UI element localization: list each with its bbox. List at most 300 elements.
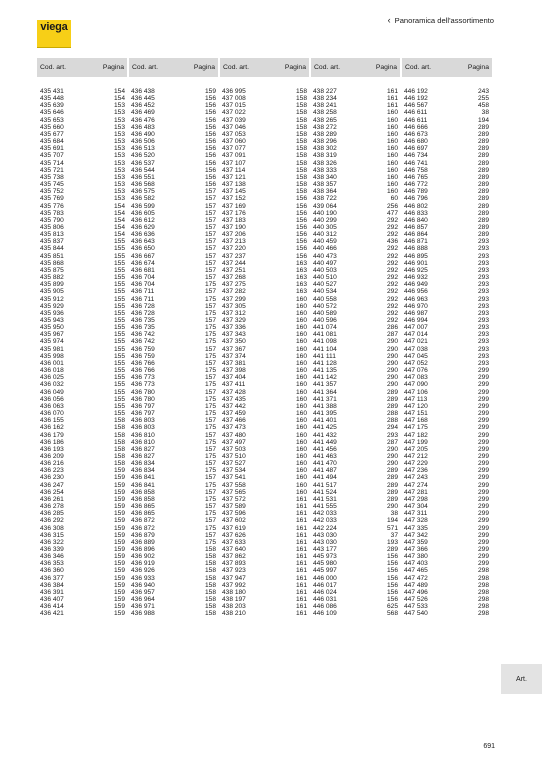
page-ref: 157 [204, 359, 216, 367]
article-code: 437 640 [222, 546, 246, 553]
page-ref: 156 [295, 216, 307, 224]
page-ref: 157 [204, 259, 216, 267]
table-row [37, 324, 492, 331]
article-code: 446 697 [404, 145, 428, 153]
article-code: 436 834 [131, 460, 155, 468]
article-code: 436 162 [40, 424, 64, 432]
article-code: 436 827 [131, 445, 155, 453]
article-code: 437 626 [222, 531, 246, 539]
article-code: 446 017 [313, 581, 337, 589]
article-code: 438 180 [222, 588, 246, 596]
page-ref: 157 [204, 216, 216, 224]
header-cod-art: Cod. art. [401, 58, 459, 77]
page-ref: 159 [113, 510, 125, 518]
page-ref: 157 [204, 431, 216, 439]
page-ref: 156 [295, 245, 307, 253]
article-code: 446 925 [404, 266, 428, 274]
article-code: 435 899 [40, 281, 64, 289]
page-ref: 159 [113, 546, 125, 553]
article-code: 447 199 [404, 438, 428, 446]
page-ref: 175 [204, 381, 216, 389]
article-code: 438 203 [222, 603, 246, 611]
page-ref: 288 [386, 410, 398, 418]
page-ref: 157 [204, 531, 216, 539]
article-code: 435 851 [40, 252, 64, 260]
page-ref: 157 [204, 317, 216, 324]
article-code: 437 268 [222, 274, 246, 282]
article-code: 435 639 [40, 102, 64, 110]
page-ref: 292 [386, 245, 398, 253]
page-ref: 159 [113, 488, 125, 496]
page-ref: 161 [295, 603, 307, 611]
article-code: 436 926 [131, 567, 155, 575]
article-code: 435 431 [40, 88, 64, 95]
page-ref: 155 [113, 410, 125, 418]
page-ref: 163 [295, 259, 307, 267]
page-ref: 436 [386, 238, 398, 246]
article-code: 441 524 [313, 488, 337, 496]
article-code: 447 007 [404, 324, 428, 332]
page-ref: 298 [477, 603, 489, 611]
page-ref: 157 [204, 302, 216, 310]
article-code: 440 503 [313, 266, 337, 274]
page-ref: 155 [113, 288, 125, 296]
article-code: 438 241 [313, 102, 337, 110]
article-code: 435 660 [40, 123, 64, 131]
article-code: 437 893 [222, 560, 246, 568]
page-ref: 156 [204, 123, 216, 131]
page-ref: 290 [386, 374, 398, 382]
article-code: 438 333 [313, 166, 337, 174]
page-ref: 290 [386, 381, 398, 389]
article-code: 436 155 [40, 417, 64, 425]
article-code: 438 296 [313, 138, 337, 146]
page-ref: 161 [386, 88, 398, 95]
article-code: 436 292 [40, 517, 64, 525]
page-ref: 154 [113, 209, 125, 217]
table-row [37, 474, 492, 481]
article-code: 435 448 [40, 95, 64, 103]
article-code: 436 711 [131, 295, 155, 303]
page-ref: 290 [386, 452, 398, 460]
article-code: 435 806 [40, 223, 64, 231]
page-ref: 289 [386, 388, 398, 396]
article-code: 440 305 [313, 223, 337, 231]
page-ref: 160 [295, 295, 307, 303]
article-code: 447 090 [404, 381, 428, 389]
page-ref: 159 [113, 467, 125, 475]
page-ref: 158 [295, 130, 307, 138]
article-code: 441 111 [313, 352, 336, 360]
article-code: 436 223 [40, 467, 64, 475]
article-code: 447 205 [404, 445, 428, 453]
article-code: 436 636 [131, 231, 155, 239]
article-code: 436 285 [40, 510, 64, 518]
page-ref: 157 [204, 209, 216, 217]
article-code: 436 414 [40, 603, 64, 611]
article-code: 436 322 [40, 538, 64, 546]
page-ref: 155 [113, 266, 125, 274]
article-code: 437 336 [222, 324, 246, 332]
page-ref: 157 [204, 388, 216, 396]
article-code: 441 531 [313, 495, 337, 503]
page-ref: 156 [386, 553, 398, 561]
page-ref: 156 [204, 109, 216, 117]
page-ref: 153 [113, 166, 125, 174]
page-ref: 287 [386, 438, 398, 446]
article-code: 437 947 [222, 574, 246, 582]
logo-text: viega [40, 21, 68, 33]
page-ref: 289 [477, 123, 489, 131]
page-ref: 290 [386, 338, 398, 346]
article-code: 438 340 [313, 173, 337, 181]
article-code: 436 605 [131, 209, 155, 217]
article-code: 446 871 [404, 238, 428, 246]
article-code: 441 401 [313, 417, 337, 425]
table-row [37, 145, 492, 152]
page-ref: 157 [204, 345, 216, 353]
page-ref: 289 [477, 202, 489, 210]
page-ref: 289 [386, 488, 398, 496]
page-ref: 157 [204, 474, 216, 482]
article-code: 440 572 [313, 302, 337, 310]
table-row [37, 203, 492, 210]
article-code: 436 209 [40, 452, 64, 460]
page-ref: 160 [295, 474, 307, 482]
page-ref: 289 [477, 145, 489, 153]
article-code: 437 619 [222, 524, 246, 532]
page-ref: 161 [295, 510, 307, 518]
article-code: 437 596 [222, 510, 246, 518]
page-ref: 289 [477, 130, 489, 138]
article-code: 437 862 [222, 553, 246, 561]
article-code: 440 190 [313, 209, 337, 217]
article-code: 441 463 [313, 452, 337, 460]
page-ref: 160 [295, 352, 307, 360]
article-code: 436 339 [40, 546, 64, 553]
page-ref: 158 [113, 417, 125, 425]
page-ref: 157 [204, 266, 216, 274]
page-ref: 163 [295, 274, 307, 282]
page-ref: 158 [113, 438, 125, 446]
page-ref: 155 [113, 381, 125, 389]
table-row [37, 560, 492, 567]
page-ref: 163 [295, 266, 307, 274]
header-spacer [37, 77, 492, 88]
page-ref: 292 [386, 302, 398, 310]
page-ref: 175 [204, 395, 216, 403]
article-code: 441 104 [313, 345, 337, 353]
article-code: 447 403 [404, 560, 428, 568]
article-code: 436 018 [40, 367, 64, 375]
viega-logo [37, 20, 71, 48]
article-code: 446 666 [404, 123, 428, 131]
page-ref: 160 [295, 331, 307, 339]
page-ref: 299 [477, 438, 489, 446]
page-ref: 153 [113, 145, 125, 153]
page-ref: 299 [477, 402, 489, 410]
table-row [37, 238, 492, 245]
article-code: 445 973 [313, 553, 337, 561]
page-ref: 154 [113, 95, 125, 103]
page-ref: 194 [386, 517, 398, 525]
page-ref: 458 [477, 102, 489, 110]
page-ref: 160 [386, 159, 398, 167]
page-ref: 158 [113, 431, 125, 439]
chevron-left-icon: ‹ [387, 15, 391, 25]
article-code: 435 813 [40, 231, 64, 239]
article-code: 436 933 [131, 574, 155, 582]
article-code: 441 364 [313, 388, 337, 396]
article-code: 441 487 [313, 467, 337, 475]
table-row [37, 131, 492, 138]
page-ref: 156 [204, 159, 216, 167]
page-ref: 160 [295, 324, 307, 332]
article-code: 436 995 [222, 88, 246, 95]
article-code: 436 940 [131, 581, 155, 589]
page-ref: 156 [204, 130, 216, 138]
table-row [37, 389, 492, 396]
page-ref: 157 [204, 252, 216, 260]
article-code: 437 367 [222, 345, 246, 353]
page-ref: 156 [295, 231, 307, 239]
page-ref: 298 [477, 610, 489, 618]
table-row [37, 152, 492, 159]
page-ref: 153 [113, 152, 125, 160]
article-code: 437 091 [222, 152, 246, 160]
article-code: 447 298 [404, 495, 428, 503]
page-ref: 159 [113, 574, 125, 582]
page-ref: 158 [113, 460, 125, 468]
page-ref: 157 [204, 245, 216, 253]
article-code: 437 213 [222, 238, 246, 246]
article-code: 446 673 [404, 130, 428, 138]
overview-link[interactable] [388, 16, 494, 25]
page-ref: 298 [477, 596, 489, 604]
page-ref: 158 [295, 109, 307, 117]
article-code: 437 572 [222, 495, 246, 503]
page-ref: 293 [477, 317, 489, 324]
page-ref: 155 [113, 331, 125, 339]
article-code: 437 435 [222, 395, 246, 403]
page-ref: 156 [295, 238, 307, 246]
page-ref: 157 [204, 417, 216, 425]
article-code: 441 449 [313, 438, 337, 446]
article-code: 440 299 [313, 216, 337, 224]
page-ref: 155 [113, 245, 125, 253]
page-ref: 160 [295, 424, 307, 432]
article-code: 437 442 [222, 402, 246, 410]
page-ref: 299 [477, 431, 489, 439]
article-code: 437 176 [222, 209, 246, 217]
article-code: 447 021 [404, 338, 428, 346]
page-ref: 175 [204, 331, 216, 339]
article-code: 436 773 [131, 374, 155, 382]
article-code: 435 912 [40, 295, 64, 303]
page-ref: 155 [113, 309, 125, 317]
page-ref: 161 [295, 574, 307, 582]
page-ref: 161 [295, 567, 307, 575]
table-row [37, 224, 492, 231]
page-ref: 175 [204, 295, 216, 303]
table-row [37, 338, 492, 345]
page-ref: 158 [204, 588, 216, 596]
page-ref: 158 [295, 95, 307, 103]
article-code: 437 237 [222, 252, 246, 260]
page-ref: 155 [113, 295, 125, 303]
page-ref: 160 [295, 417, 307, 425]
article-code: 436 568 [131, 181, 155, 189]
article-code: 436 742 [131, 338, 155, 346]
article-code: 437 053 [222, 130, 246, 138]
page-ref: 289 [477, 152, 489, 160]
page-ref: 292 [386, 216, 398, 224]
article-code: 435 721 [40, 166, 64, 174]
article-code: 437 152 [222, 195, 246, 203]
article-code: 446 680 [404, 138, 428, 146]
article-code: 447 113 [404, 395, 428, 403]
page-ref: 158 [113, 452, 125, 460]
article-code: 440 558 [313, 295, 337, 303]
page-ref: 158 [295, 88, 307, 95]
page-ref: 290 [386, 345, 398, 353]
article-code: 436 308 [40, 524, 64, 532]
page-ref: 159 [113, 588, 125, 596]
article-code: 447 335 [404, 524, 428, 532]
page-ref: 159 [204, 88, 216, 95]
article-code: 447 311 [404, 510, 428, 518]
section-tab-art[interactable] [501, 664, 542, 694]
article-code: 436 506 [131, 138, 155, 146]
page-ref: 155 [113, 324, 125, 332]
page-ref: 289 [386, 402, 398, 410]
article-code: 436 650 [131, 245, 155, 253]
page-ref: 299 [477, 424, 489, 432]
page-ref: 175 [204, 367, 216, 375]
article-code: 435 905 [40, 288, 64, 296]
article-code: 447 380 [404, 553, 428, 561]
table-header-row [37, 58, 492, 77]
page-ref: 157 [204, 274, 216, 282]
table-row [37, 417, 492, 424]
article-code: 436 797 [131, 410, 155, 418]
table-row [37, 525, 492, 532]
article-code: 436 919 [131, 560, 155, 568]
page-ref: 175 [204, 438, 216, 446]
article-code: 436 230 [40, 474, 64, 482]
page-ref: 175 [204, 424, 216, 432]
page-ref: 193 [386, 538, 398, 546]
article-code: 436 001 [40, 359, 64, 367]
article-code: 435 776 [40, 202, 64, 210]
page-ref: 568 [386, 610, 398, 618]
table-row [37, 303, 492, 310]
page-ref: 160 [386, 152, 398, 160]
article-index-table-wrapper [37, 58, 492, 618]
page-ref: 159 [113, 531, 125, 539]
article-code: 436 902 [131, 553, 155, 561]
page-ref: 157 [204, 503, 216, 511]
table-row [37, 331, 492, 338]
page-ref: 293 [477, 281, 489, 289]
article-code: 435 684 [40, 138, 64, 146]
page-ref: 158 [204, 581, 216, 589]
article-code: 436 070 [40, 410, 64, 418]
article-code: 436 254 [40, 488, 64, 496]
page-ref: 175 [204, 495, 216, 503]
page-ref: 290 [386, 445, 398, 453]
page-ref: 158 [295, 173, 307, 181]
page-ref: 160 [386, 116, 398, 124]
article-code: 447 076 [404, 367, 428, 375]
page-ref: 298 [477, 581, 489, 589]
article-code: 436 889 [131, 538, 155, 546]
table-row [37, 532, 492, 539]
page-ref: 161 [295, 517, 307, 525]
table-row [37, 596, 492, 603]
page-ref: 299 [477, 374, 489, 382]
page-ref: 299 [477, 538, 489, 546]
article-code: 446 994 [404, 317, 428, 324]
page-ref: 160 [295, 388, 307, 396]
article-code: 437 275 [222, 281, 246, 289]
article-code: 441 135 [313, 367, 337, 375]
article-code: 441 357 [313, 381, 337, 389]
page-ref: 155 [113, 402, 125, 410]
page-ref: 37 [390, 531, 398, 539]
article-code: 437 046 [222, 123, 246, 131]
page-ref: 299 [477, 410, 489, 418]
article-code: 446 192 [404, 95, 428, 103]
page-ref: 299 [477, 510, 489, 518]
article-code: 436 544 [131, 166, 155, 174]
article-code: 436 063 [40, 402, 64, 410]
article-code: 446 192 [404, 88, 428, 95]
article-code: 447 014 [404, 331, 428, 339]
article-code: 436 810 [131, 431, 155, 439]
article-code: 436 483 [131, 123, 155, 131]
article-code: 437 527 [222, 460, 246, 468]
article-code: 437 503 [222, 445, 246, 453]
article-code: 436 810 [131, 438, 155, 446]
page-ref: 157 [204, 188, 216, 196]
article-code: 436 728 [131, 309, 155, 317]
article-code: 436 872 [131, 517, 155, 525]
article-code: 436 032 [40, 381, 64, 389]
page-ref: 175 [204, 309, 216, 317]
article-code: 447 540 [404, 610, 428, 618]
article-code: 441 517 [313, 481, 337, 489]
table-row [37, 489, 492, 496]
page-ref: 155 [113, 388, 125, 396]
page-ref: 289 [477, 231, 489, 239]
table-row [37, 432, 492, 439]
page-ref: 161 [295, 581, 307, 589]
page-ref: 290 [386, 352, 398, 360]
page-ref: 157 [204, 517, 216, 525]
table-row [37, 553, 492, 560]
page-ref: 153 [113, 130, 125, 138]
page-ref: 289 [477, 166, 489, 174]
page-ref: 477 [386, 209, 398, 217]
article-code: 436 513 [131, 145, 155, 153]
page-ref: 154 [113, 216, 125, 224]
table-row [37, 317, 492, 324]
page-ref: 158 [204, 553, 216, 561]
article-code: 447 229 [404, 460, 428, 468]
article-code: 436 384 [40, 581, 64, 589]
page-ref: 289 [386, 467, 398, 475]
